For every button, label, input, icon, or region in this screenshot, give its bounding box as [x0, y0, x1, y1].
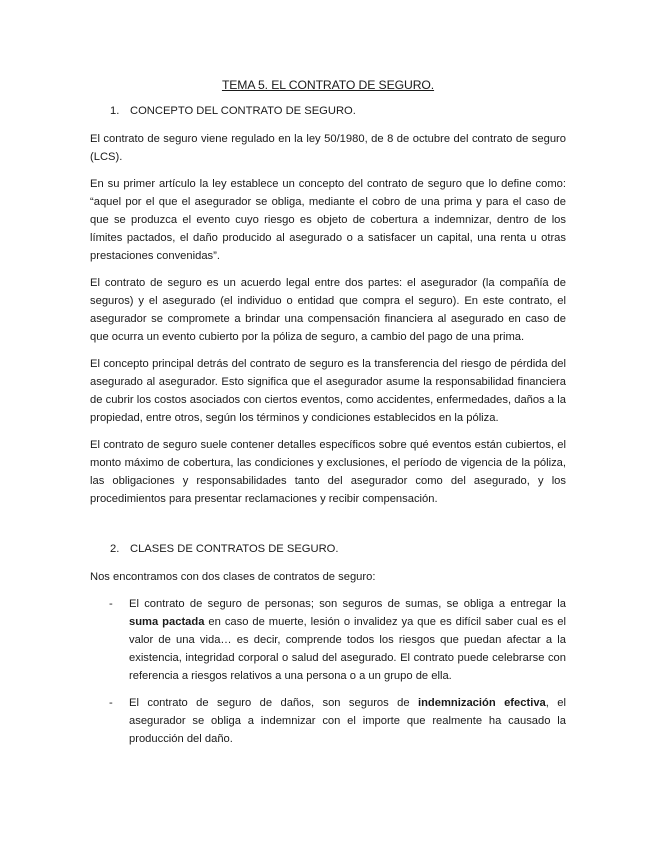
bullet-2-text-end: , el asegurador se obliga a indemnizar con el importe que realmente ha causado la producción del daño. [129, 697, 566, 745]
section-1-number: 1. [110, 105, 120, 117]
bullet-2-bold-term: indemnización efectiva [417, 697, 546, 709]
section-2-heading [90, 540, 566, 558]
bullet-1-text-end: en caso de muerte, lesión o invalidez ya que es difícil saber cual es el valor de una vida… es decir, comprende todos los riesgos que puedan afectar a la existencia, integridad corporal o salud del asegurado. El contrato puede celebrarse con referencia a riesgos relativos a una persona o a un grupo de ella. [129, 616, 566, 682]
section-1-paragraph-1: El contrato de seguro viene regulado en la ley 50/1980, de 8 de octubre del contrato de seguro (LCS). [90, 133, 566, 163]
bullet-dash: - [109, 598, 113, 610]
bullet-1-bold-term: suma pactada [129, 616, 205, 628]
list-item [90, 595, 566, 685]
section-2-number: 2. [110, 543, 120, 555]
section-1-paragraph-3: El contrato de seguro es un acuerdo legal entre dos partes: el asegurador (la compañía de seguros) y el asegurado (el individuo o entidad que compra el seguro). En este contrato, el asegurador se compromete a brindar una compensación financiera al asegurado en caso de que ocurra un evento cubierto por la póliza de seguro, a cambio del pago de una prima. [90, 277, 566, 343]
section-1-heading-text: CONCEPTO DEL CONTRATO DE SEGURO. [130, 105, 356, 117]
list-item [90, 694, 566, 748]
section-1-paragraph-2: En su primer artículo la ley establece un concepto del contrato de seguro que lo define como: “aquel por el que el asegurador se obliga, mediante el cobro de una prima y para el caso de que se produzca el evento cuyo riesgo es objeto de cobertura a indemnizar, dentro de los límites pactados, el daño producido al asegurado o a satisfacer un capital, una renta u otras prestaciones convenidas”. [90, 178, 566, 262]
section-2-heading-text: CLASES DE CONTRATOS DE SEGURO. [130, 543, 339, 555]
bullet-2-text-start: El contrato de seguro de daños, son seguros de [129, 697, 418, 709]
section-1-heading [90, 102, 566, 120]
document-title: TEMA 5. EL CONTRATO DE SEGURO. [221, 78, 435, 92]
bullet-1-text-start: El contrato de seguro de personas; son seguros de sumas, se obliga a entregar la [129, 598, 566, 610]
contract-types-list [90, 595, 566, 748]
section-1-paragraph-5: El contrato de seguro suele contener detalles específicos sobre qué eventos están cubiertos, el monto máximo de cobertura, las condiciones y exclusiones, el período de vigencia de la póliza, las obligaciones y responsabilidades tanto del asegurador como del asegurado, y los procedimientos para presentar reclamaciones y recibir compensación. [90, 439, 566, 505]
section-1-paragraph-4: El concepto principal detrás del contrato de seguro es la transferencia del riesgo de pérdida del asegurado al asegurador. Esto significa que el asegurador asume la responsabilidad financiera de cubrir los costos asociados con ciertos eventos, como accidentes, enfermedades, daños a la propiedad, entre otros, según los términos y condiciones establecidos en la póliza. [90, 358, 566, 424]
section-spacer [90, 517, 566, 540]
section-2-intro: Nos encontramos con dos clases de contratos de seguro: [90, 571, 376, 583]
document-page [90, 76, 566, 757]
bullet-dash: - [109, 697, 113, 709]
